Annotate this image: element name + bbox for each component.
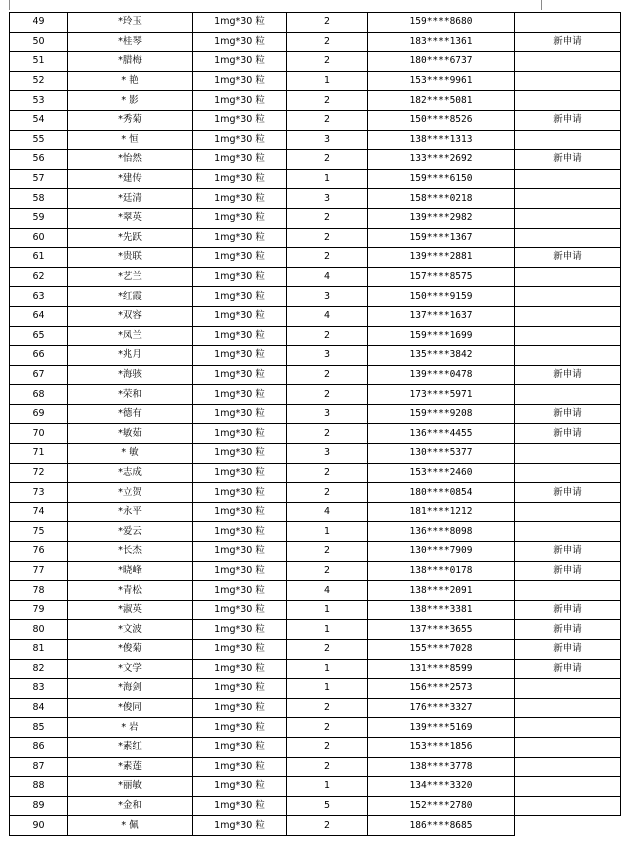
table-row — [10, 483, 621, 503]
cell-note — [515, 757, 621, 777]
cell-spec: 1mg*30 粒 — [193, 620, 287, 640]
cell-qty: 1 — [287, 620, 368, 640]
cell-name: *先跃 — [68, 228, 193, 248]
table-row — [10, 52, 621, 72]
cell-spec: 1mg*30 粒 — [193, 483, 287, 503]
cell-phone: 136****8098 — [368, 522, 515, 542]
cell-phone: 139****2982 — [368, 208, 515, 228]
cell-note — [515, 91, 621, 111]
cell-no: 63 — [10, 287, 68, 307]
cell-spec: 1mg*30 粒 — [193, 444, 287, 464]
table-row — [10, 816, 621, 836]
cell-note — [515, 816, 621, 836]
cell-qty: 2 — [287, 816, 368, 836]
cell-phone: 133****2692 — [368, 150, 515, 170]
table-row — [10, 91, 621, 111]
cell-note: 新申请 — [515, 32, 621, 52]
cell-name: *双容 — [68, 306, 193, 326]
cell-no: 56 — [10, 150, 68, 170]
cell-spec: 1mg*30 粒 — [193, 228, 287, 248]
cell-phone: 159****1699 — [368, 326, 515, 346]
table-row — [10, 189, 621, 209]
cell-note: 新申请 — [515, 659, 621, 679]
cell-phone: 186****8685 — [368, 816, 515, 836]
table-row — [10, 796, 621, 816]
cell-name: *文波 — [68, 620, 193, 640]
cell-qty: 2 — [287, 32, 368, 52]
cell-note — [515, 71, 621, 91]
cell-phone: 150****8526 — [368, 110, 515, 130]
cell-note — [515, 13, 621, 33]
cell-qty: 2 — [287, 13, 368, 33]
cell-qty: 2 — [287, 463, 368, 483]
cell-note — [515, 502, 621, 522]
cell-qty: 2 — [287, 737, 368, 757]
table-row — [10, 542, 621, 562]
cell-spec: 1mg*30 粒 — [193, 640, 287, 660]
cell-note — [515, 130, 621, 150]
cell-no: 51 — [10, 52, 68, 72]
cell-spec: 1mg*30 粒 — [193, 502, 287, 522]
cell-no: 58 — [10, 189, 68, 209]
cell-name: *永平 — [68, 502, 193, 522]
cell-no: 57 — [10, 169, 68, 189]
cell-qty: 2 — [287, 110, 368, 130]
cell-qty: 2 — [287, 561, 368, 581]
cell-no: 67 — [10, 365, 68, 385]
cell-spec: 1mg*30 粒 — [193, 542, 287, 562]
cell-no: 60 — [10, 228, 68, 248]
cell-note — [515, 385, 621, 405]
cell-note — [515, 169, 621, 189]
cell-phone: 159****1367 — [368, 228, 515, 248]
cell-phone: 156****2573 — [368, 679, 515, 699]
table-row — [10, 757, 621, 777]
cell-no: 79 — [10, 600, 68, 620]
table-row — [10, 737, 621, 757]
cell-spec: 1mg*30 粒 — [193, 698, 287, 718]
cell-name: *贵联 — [68, 248, 193, 268]
table-row — [10, 150, 621, 170]
cell-note — [515, 796, 621, 816]
table-row — [10, 267, 621, 287]
cell-phone: 130****5377 — [368, 444, 515, 464]
cell-no: 78 — [10, 581, 68, 601]
table-row — [10, 110, 621, 130]
cell-no: 50 — [10, 32, 68, 52]
cell-qty: 1 — [287, 777, 368, 797]
table-row — [10, 600, 621, 620]
cell-no: 87 — [10, 757, 68, 777]
cell-spec: 1mg*30 粒 — [193, 424, 287, 444]
cell-note — [515, 777, 621, 797]
cell-qty: 4 — [287, 581, 368, 601]
cell-no: 90 — [10, 816, 68, 836]
cell-spec: 1mg*30 粒 — [193, 561, 287, 581]
cell-qty: 2 — [287, 52, 368, 72]
cell-name: *素莲 — [68, 757, 193, 777]
cell-phone: 159****6150 — [368, 169, 515, 189]
cell-spec: 1mg*30 粒 — [193, 757, 287, 777]
cell-no: 73 — [10, 483, 68, 503]
cell-note — [515, 52, 621, 72]
cell-name: * 影 — [68, 91, 193, 111]
cell-spec: 1mg*30 粒 — [193, 91, 287, 111]
cell-phone: 138****1313 — [368, 130, 515, 150]
cell-name: *淑英 — [68, 600, 193, 620]
cell-note — [515, 581, 621, 601]
cell-phone: 138****3778 — [368, 757, 515, 777]
cell-note — [515, 267, 621, 287]
cell-phone: 130****7909 — [368, 542, 515, 562]
cell-phone: 153****9961 — [368, 71, 515, 91]
cell-no: 61 — [10, 248, 68, 268]
cell-spec: 1mg*30 粒 — [193, 150, 287, 170]
cell-note: 新申请 — [515, 542, 621, 562]
cell-no: 88 — [10, 777, 68, 797]
table-row — [10, 326, 621, 346]
cell-qty: 2 — [287, 640, 368, 660]
table-row — [10, 463, 621, 483]
cell-phone: 136****4455 — [368, 424, 515, 444]
cell-no: 76 — [10, 542, 68, 562]
cell-note — [515, 698, 621, 718]
cell-phone: 135****3842 — [368, 346, 515, 366]
cell-qty: 3 — [287, 287, 368, 307]
cell-name: *红霞 — [68, 287, 193, 307]
cell-note: 新申请 — [515, 600, 621, 620]
cell-spec: 1mg*30 粒 — [193, 522, 287, 542]
cell-note — [515, 326, 621, 346]
cell-phone: 138****0178 — [368, 561, 515, 581]
cell-no: 72 — [10, 463, 68, 483]
cell-phone: 159****8680 — [368, 13, 515, 33]
table-row — [10, 777, 621, 797]
cell-spec: 1mg*30 粒 — [193, 816, 287, 836]
table-row — [10, 248, 621, 268]
cell-note — [515, 444, 621, 464]
cell-spec: 1mg*30 粒 — [193, 130, 287, 150]
cell-name: *凤兰 — [68, 326, 193, 346]
cell-spec: 1mg*30 粒 — [193, 189, 287, 209]
cell-qty: 2 — [287, 248, 368, 268]
cell-no: 84 — [10, 698, 68, 718]
table-body — [10, 13, 621, 836]
table-row — [10, 640, 621, 660]
cell-no: 83 — [10, 679, 68, 699]
cell-note: 新申请 — [515, 110, 621, 130]
table-row — [10, 130, 621, 150]
cell-note: 新申请 — [515, 424, 621, 444]
cell-no: 55 — [10, 130, 68, 150]
cell-name: *海剑 — [68, 679, 193, 699]
cell-qty: 1 — [287, 169, 368, 189]
cell-spec: 1mg*30 粒 — [193, 679, 287, 699]
cell-phone: 180****0854 — [368, 483, 515, 503]
cell-qty: 3 — [287, 404, 368, 424]
cell-qty: 3 — [287, 130, 368, 150]
cell-note: 新申请 — [515, 248, 621, 268]
cell-phone: 134****3320 — [368, 777, 515, 797]
cell-spec: 1mg*30 粒 — [193, 326, 287, 346]
cell-name: *德有 — [68, 404, 193, 424]
cell-qty: 2 — [287, 365, 368, 385]
cell-phone: 158****0218 — [368, 189, 515, 209]
cell-spec: 1mg*30 粒 — [193, 248, 287, 268]
cell-phone: 138****3381 — [368, 600, 515, 620]
cell-note — [515, 463, 621, 483]
cell-spec: 1mg*30 粒 — [193, 267, 287, 287]
cell-no: 66 — [10, 346, 68, 366]
cell-no: 82 — [10, 659, 68, 679]
cell-spec: 1mg*30 粒 — [193, 737, 287, 757]
cell-name: *艺兰 — [68, 267, 193, 287]
cell-name: *青松 — [68, 581, 193, 601]
cell-qty: 5 — [287, 796, 368, 816]
table-row — [10, 659, 621, 679]
cell-spec: 1mg*30 粒 — [193, 600, 287, 620]
cell-no: 68 — [10, 385, 68, 405]
cell-name: *怡然 — [68, 150, 193, 170]
table-row — [10, 32, 621, 52]
cell-spec: 1mg*30 粒 — [193, 208, 287, 228]
cell-qty: 3 — [287, 189, 368, 209]
cell-no: 70 — [10, 424, 68, 444]
cell-no: 86 — [10, 737, 68, 757]
cell-no: 77 — [10, 561, 68, 581]
cell-qty: 2 — [287, 542, 368, 562]
table-row — [10, 424, 621, 444]
cell-no: 52 — [10, 71, 68, 91]
cell-qty: 4 — [287, 306, 368, 326]
cell-no: 54 — [10, 110, 68, 130]
cell-no: 49 — [10, 13, 68, 33]
cell-no: 80 — [10, 620, 68, 640]
table-row — [10, 679, 621, 699]
cell-note: 新申请 — [515, 640, 621, 660]
cell-note: 新申请 — [515, 404, 621, 424]
table-row — [10, 404, 621, 424]
cell-name: *玲玉 — [68, 13, 193, 33]
cell-name: * 恒 — [68, 130, 193, 150]
table-row — [10, 718, 621, 738]
cell-qty: 1 — [287, 659, 368, 679]
table-row — [10, 169, 621, 189]
cell-note — [515, 346, 621, 366]
cell-phone: 155****7028 — [368, 640, 515, 660]
cell-spec: 1mg*30 粒 — [193, 365, 287, 385]
cell-qty: 2 — [287, 757, 368, 777]
table-row — [10, 13, 621, 33]
cell-name: *文学 — [68, 659, 193, 679]
cell-name: *金和 — [68, 796, 193, 816]
cell-qty: 1 — [287, 679, 368, 699]
cell-qty: 1 — [287, 522, 368, 542]
cell-spec: 1mg*30 粒 — [193, 306, 287, 326]
cell-spec: 1mg*30 粒 — [193, 404, 287, 424]
table-row — [10, 208, 621, 228]
cell-phone: 180****6737 — [368, 52, 515, 72]
table-row — [10, 502, 621, 522]
cell-note — [515, 306, 621, 326]
cell-spec: 1mg*30 粒 — [193, 659, 287, 679]
page-corner-marks — [0, 0, 625, 12]
cell-qty: 1 — [287, 600, 368, 620]
cell-spec: 1mg*30 粒 — [193, 13, 287, 33]
table-row — [10, 561, 621, 581]
table-row — [10, 385, 621, 405]
table-row — [10, 71, 621, 91]
cell-name: *秀菊 — [68, 110, 193, 130]
cell-name: *丽敏 — [68, 777, 193, 797]
cell-spec: 1mg*30 粒 — [193, 346, 287, 366]
cell-phone: 138****2091 — [368, 581, 515, 601]
cell-name: *荣和 — [68, 385, 193, 405]
cell-note — [515, 522, 621, 542]
cell-name: *立贺 — [68, 483, 193, 503]
cell-spec: 1mg*30 粒 — [193, 287, 287, 307]
cell-spec: 1mg*30 粒 — [193, 581, 287, 601]
cell-phone: 173****5971 — [368, 385, 515, 405]
table-row — [10, 581, 621, 601]
cell-spec: 1mg*30 粒 — [193, 718, 287, 738]
cell-phone: 139****2881 — [368, 248, 515, 268]
cell-spec: 1mg*30 粒 — [193, 169, 287, 189]
cell-name: * 佩 — [68, 816, 193, 836]
cell-phone: 137****1637 — [368, 306, 515, 326]
cell-name: *廷清 — [68, 189, 193, 209]
cell-phone: 183****1361 — [368, 32, 515, 52]
cell-phone: 153****2460 — [368, 463, 515, 483]
cell-name: *爱云 — [68, 522, 193, 542]
cell-spec: 1mg*30 粒 — [193, 71, 287, 91]
cell-qty: 2 — [287, 228, 368, 248]
cell-phone: 157****8575 — [368, 267, 515, 287]
cell-name: * 岩 — [68, 718, 193, 738]
cell-qty: 2 — [287, 91, 368, 111]
cell-spec: 1mg*30 粒 — [193, 32, 287, 52]
table-row — [10, 620, 621, 640]
table-row — [10, 287, 621, 307]
cell-no: 69 — [10, 404, 68, 424]
cell-spec: 1mg*30 粒 — [193, 110, 287, 130]
cell-name: *素红 — [68, 737, 193, 757]
cell-qty: 1 — [287, 71, 368, 91]
cell-no: 74 — [10, 502, 68, 522]
cell-spec: 1mg*30 粒 — [193, 52, 287, 72]
cell-phone: 181****1212 — [368, 502, 515, 522]
cell-no: 89 — [10, 796, 68, 816]
cell-no: 53 — [10, 91, 68, 111]
cell-name: *俊同 — [68, 698, 193, 718]
cell-name: *桂琴 — [68, 32, 193, 52]
cell-name: *长杰 — [68, 542, 193, 562]
cell-spec: 1mg*30 粒 — [193, 777, 287, 797]
cell-spec: 1mg*30 粒 — [193, 385, 287, 405]
cell-phone: 150****9159 — [368, 287, 515, 307]
cell-qty: 3 — [287, 346, 368, 366]
cell-qty: 3 — [287, 444, 368, 464]
cell-qty: 2 — [287, 424, 368, 444]
cell-name: *志成 — [68, 463, 193, 483]
table-row — [10, 365, 621, 385]
cell-phone: 182****5081 — [368, 91, 515, 111]
cell-qty: 2 — [287, 208, 368, 228]
cell-no: 65 — [10, 326, 68, 346]
cell-no: 62 — [10, 267, 68, 287]
cell-phone: 139****0478 — [368, 365, 515, 385]
table-row — [10, 444, 621, 464]
cell-qty: 2 — [287, 718, 368, 738]
table-row — [10, 698, 621, 718]
cell-spec: 1mg*30 粒 — [193, 796, 287, 816]
table-row — [10, 522, 621, 542]
cell-phone: 137****3655 — [368, 620, 515, 640]
cell-phone: 176****3327 — [368, 698, 515, 718]
cell-phone: 159****9208 — [368, 404, 515, 424]
cell-phone: 153****1856 — [368, 737, 515, 757]
cell-qty: 4 — [287, 502, 368, 522]
cell-qty: 2 — [287, 483, 368, 503]
cell-name: * 艳 — [68, 71, 193, 91]
cell-no: 64 — [10, 306, 68, 326]
cell-name: *建传 — [68, 169, 193, 189]
cell-qty: 2 — [287, 150, 368, 170]
right-corner-mark — [541, 0, 542, 10]
cell-no: 59 — [10, 208, 68, 228]
cell-note: 新申请 — [515, 483, 621, 503]
table-row — [10, 346, 621, 366]
cell-note — [515, 189, 621, 209]
cell-phone: 152****2780 — [368, 796, 515, 816]
cell-name: *晓峰 — [68, 561, 193, 581]
cell-note: 新申请 — [515, 561, 621, 581]
cell-name: *敏茹 — [68, 424, 193, 444]
cell-note — [515, 718, 621, 738]
cell-name: * 敏 — [68, 444, 193, 464]
applicant-table — [9, 12, 621, 836]
cell-name: *腊梅 — [68, 52, 193, 72]
cell-no: 85 — [10, 718, 68, 738]
cell-note — [515, 679, 621, 699]
left-corner-mark — [9, 0, 10, 10]
cell-qty: 4 — [287, 267, 368, 287]
cell-note — [515, 228, 621, 248]
cell-qty: 2 — [287, 326, 368, 346]
cell-spec: 1mg*30 粒 — [193, 463, 287, 483]
cell-phone: 131****8599 — [368, 659, 515, 679]
cell-qty: 2 — [287, 385, 368, 405]
cell-note — [515, 737, 621, 757]
cell-name: *兆月 — [68, 346, 193, 366]
cell-name: *海骇 — [68, 365, 193, 385]
cell-note: 新申请 — [515, 365, 621, 385]
cell-note: 新申请 — [515, 150, 621, 170]
cell-name: *翠英 — [68, 208, 193, 228]
cell-qty: 2 — [287, 698, 368, 718]
cell-name: *俊菊 — [68, 640, 193, 660]
cell-no: 81 — [10, 640, 68, 660]
cell-no: 75 — [10, 522, 68, 542]
table-row — [10, 306, 621, 326]
cell-note: 新申请 — [515, 620, 621, 640]
cell-phone: 139****5169 — [368, 718, 515, 738]
cell-note — [515, 208, 621, 228]
table-row — [10, 228, 621, 248]
cell-note — [515, 287, 621, 307]
cell-no: 71 — [10, 444, 68, 464]
